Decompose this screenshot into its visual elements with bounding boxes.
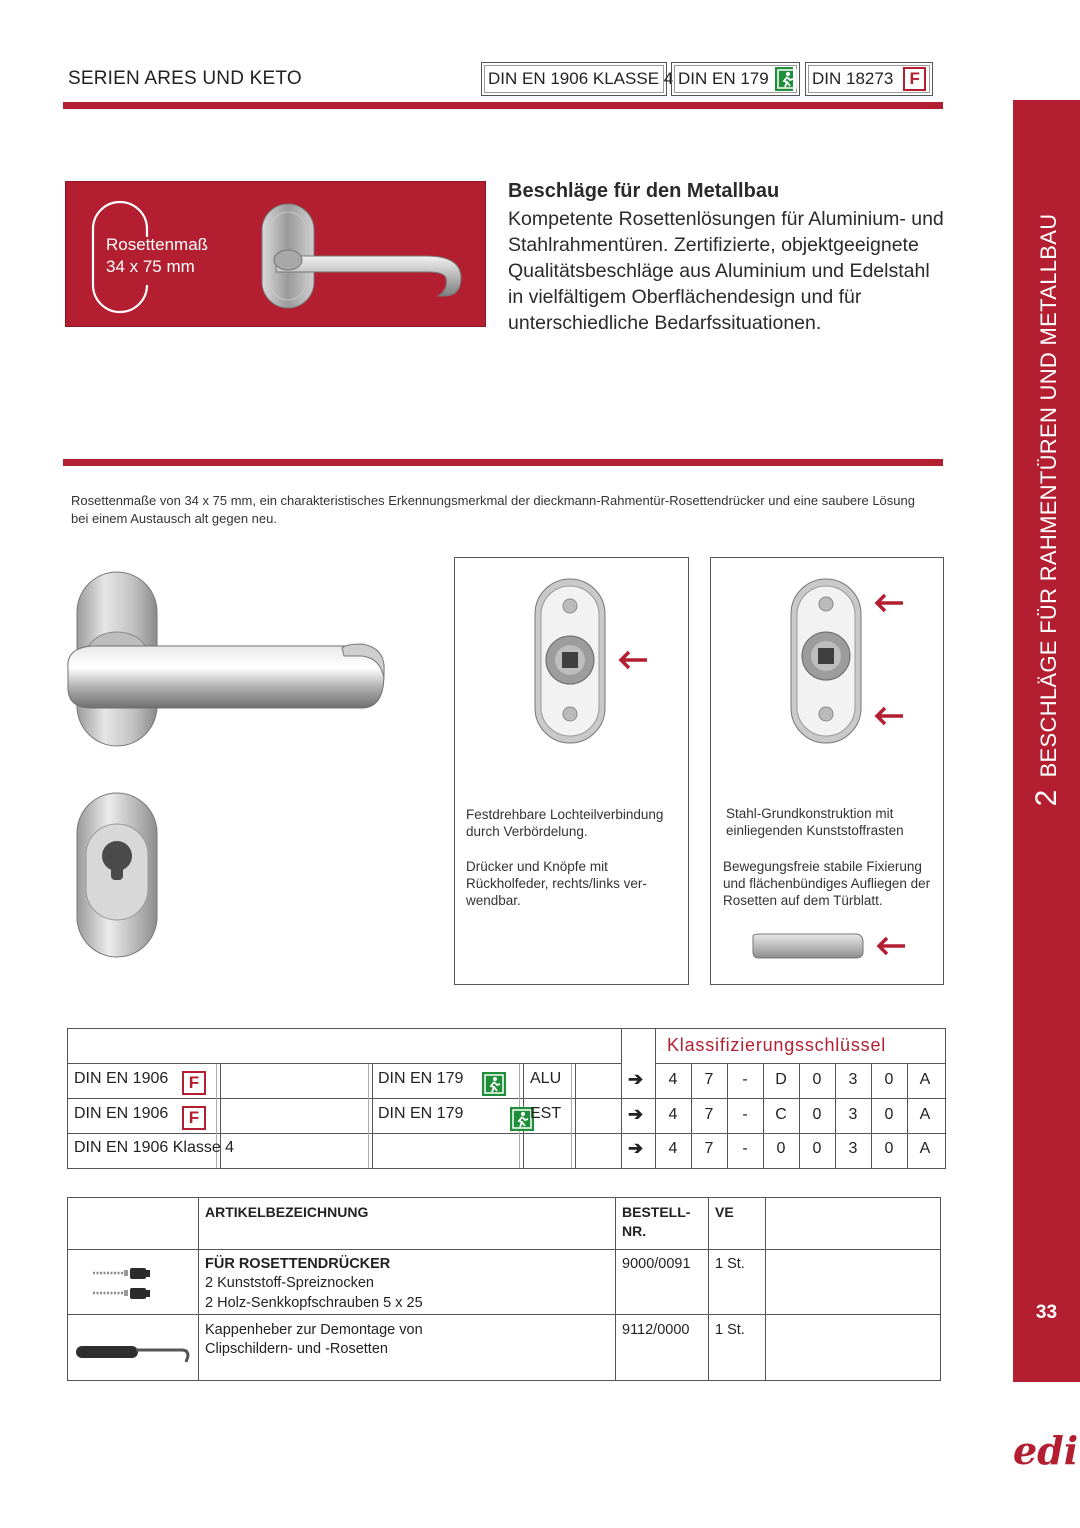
intro-body: Kompetente Rosettenlösungen für Aluminium- und Stahlrahmentüren. Zertifizierte, objektgeeignete Qualitätsbeschläge aus Aluminium und Edelstahl in vielfältigem Oberflächendesign und für unterschiedliche Bedarfssituationen.	[508, 208, 944, 334]
feature-spring-text: Drücker und Knöpfe mit Rückholfeder, rechts/links verwendbar.	[466, 859, 647, 908]
feature-box-connection	[454, 557, 689, 985]
key-digit: 4	[668, 1071, 678, 1088]
fire-protection-icon: F	[182, 1106, 206, 1130]
arrow-right-icon: ➔	[628, 1069, 644, 1089]
section-rule	[63, 459, 943, 466]
classification-table	[67, 1028, 946, 1169]
row-norm-1906-class4: DIN EN 1906 Klasse 4	[74, 1139, 235, 1156]
key-digit: C	[775, 1106, 787, 1123]
key-digit: A	[919, 1071, 931, 1088]
article-line: 2 Holz-Senkkopfschrauben 5 x 25	[205, 1295, 423, 1311]
rosette-side-profile-image	[751, 930, 911, 964]
article-title: FÜR ROSETTENDRÜCKER	[205, 1256, 391, 1272]
norm-label: DIN 18273	[812, 69, 894, 88]
key-digit: 7	[704, 1106, 714, 1123]
feature-fixing-text: Bewegungsfreie stabile Fixierung und flächenbündiges Aufliegen der Rosetten auf dem Türblatt.	[723, 859, 931, 908]
arrow-right-icon: ➔	[628, 1104, 644, 1124]
row-material: ALU	[530, 1070, 562, 1087]
key-digit: A	[919, 1140, 931, 1157]
key-digit: 7	[704, 1071, 714, 1088]
page-number: 33	[1035, 1302, 1058, 1323]
key-rosette-image	[72, 790, 162, 960]
article-unit: 1 St.	[715, 1322, 745, 1338]
key-digit: 0	[812, 1071, 822, 1088]
rosette-caption: Rosettenmaße von 34 x 75 mm, ein charakteristisches Erkennungsmerkmal der dieckmann-Rahmentür-Rosettendrücker und eine saubere Lösung bei einem Austausch alt gegen neu.	[71, 493, 915, 526]
intro-heading: Beschläge für den Metallbau	[508, 180, 780, 202]
norm-label: DIN EN 179	[678, 69, 769, 88]
article-order-number: 9112/0000	[622, 1322, 690, 1338]
rosette-back-image	[529, 576, 669, 746]
chapter-title: BESCHLÄGE FÜR RAHMENTÜREN UND METALLBAU	[1035, 213, 1061, 778]
emergency-exit-icon	[482, 1072, 506, 1096]
screws-and-plugs-image	[90, 1264, 156, 1304]
rosette-size-panel	[65, 181, 486, 327]
lever-handle-image	[256, 200, 476, 312]
key-digit: D	[775, 1071, 787, 1088]
feature-steel-text: Stahl-Grundkonstruktion mit einliegenden Kunststoffrasten	[726, 806, 904, 838]
key-digit: A	[919, 1106, 931, 1123]
cap-lifter-tool-image	[74, 1338, 192, 1366]
col-header-order: BESTELL-	[622, 1204, 691, 1220]
key-digit: 0	[776, 1140, 786, 1157]
header-rule	[63, 102, 943, 109]
key-digit: -	[742, 1071, 748, 1088]
norm-label: DIN EN 1906 KLASSE 4	[488, 69, 674, 88]
article-unit: 1 St.	[715, 1256, 745, 1272]
series-title: SERIEN ARES UND KETO	[68, 68, 302, 89]
key-digit: 0	[812, 1140, 822, 1157]
rosette-size-value: 34 x 75 mm	[106, 257, 195, 276]
key-digit: 4	[668, 1106, 678, 1123]
row-norm-1906: DIN EN 1906	[74, 1070, 169, 1087]
chapter-label	[1030, 214, 1064, 807]
article-line: Clipschildern- und -Rosetten	[205, 1341, 388, 1357]
row-material: EST	[530, 1105, 562, 1122]
key-digit: 7	[704, 1140, 714, 1157]
emergency-exit-icon	[775, 67, 793, 91]
col-header-name: ARTIKELBEZEICHNUNG	[205, 1204, 369, 1220]
article-table	[67, 1197, 941, 1381]
row-norm-179: DIN EN 179	[378, 1105, 464, 1122]
classification-key-title: Klassifizierungsschlüssel	[667, 1035, 887, 1055]
norm-badge-1906	[481, 62, 674, 96]
key-digit: 3	[848, 1140, 858, 1157]
row-norm-1906: DIN EN 1906	[74, 1105, 169, 1122]
article-line: Kappenheber zur Demontage von	[205, 1322, 423, 1338]
article-line: 2 Kunststoff-Spreiznocken	[205, 1275, 374, 1291]
key-digit: 0	[884, 1071, 894, 1088]
key-digit: -	[742, 1106, 748, 1123]
feature-box-construction	[710, 557, 944, 985]
arrow-right-icon: ➔	[628, 1138, 644, 1158]
rosette-lever-image	[62, 568, 392, 750]
row-norm-179: DIN EN 179	[378, 1070, 464, 1087]
key-digit: -	[742, 1140, 748, 1157]
col-header-order-nr: NR.	[622, 1223, 647, 1239]
chapter-side-band	[1013, 100, 1080, 1382]
rosette-construction-image	[785, 576, 935, 746]
col-header-unit: VE	[715, 1204, 734, 1220]
key-digit: 3	[848, 1106, 858, 1123]
key-digit: 3	[848, 1071, 858, 1088]
feature-connection-text: Festdrehbare Lochteilverbindung durch Verbördelung.	[466, 807, 664, 839]
fire-protection-icon: F	[903, 67, 926, 91]
rosette-size-label: Rosettenmaß	[106, 235, 209, 254]
chapter-number: 2	[1029, 789, 1063, 807]
key-digit: 0	[812, 1106, 822, 1123]
key-digit: 0	[884, 1106, 894, 1123]
fire-protection-icon: F	[182, 1071, 206, 1095]
edi-logo: edi	[1013, 1428, 1079, 1473]
key-digit: 4	[668, 1140, 678, 1157]
norm-badge-18273	[805, 62, 933, 96]
key-digit: 0	[884, 1140, 894, 1157]
norm-badge-179	[671, 62, 800, 96]
article-order-number: 9000/0091	[622, 1256, 691, 1272]
